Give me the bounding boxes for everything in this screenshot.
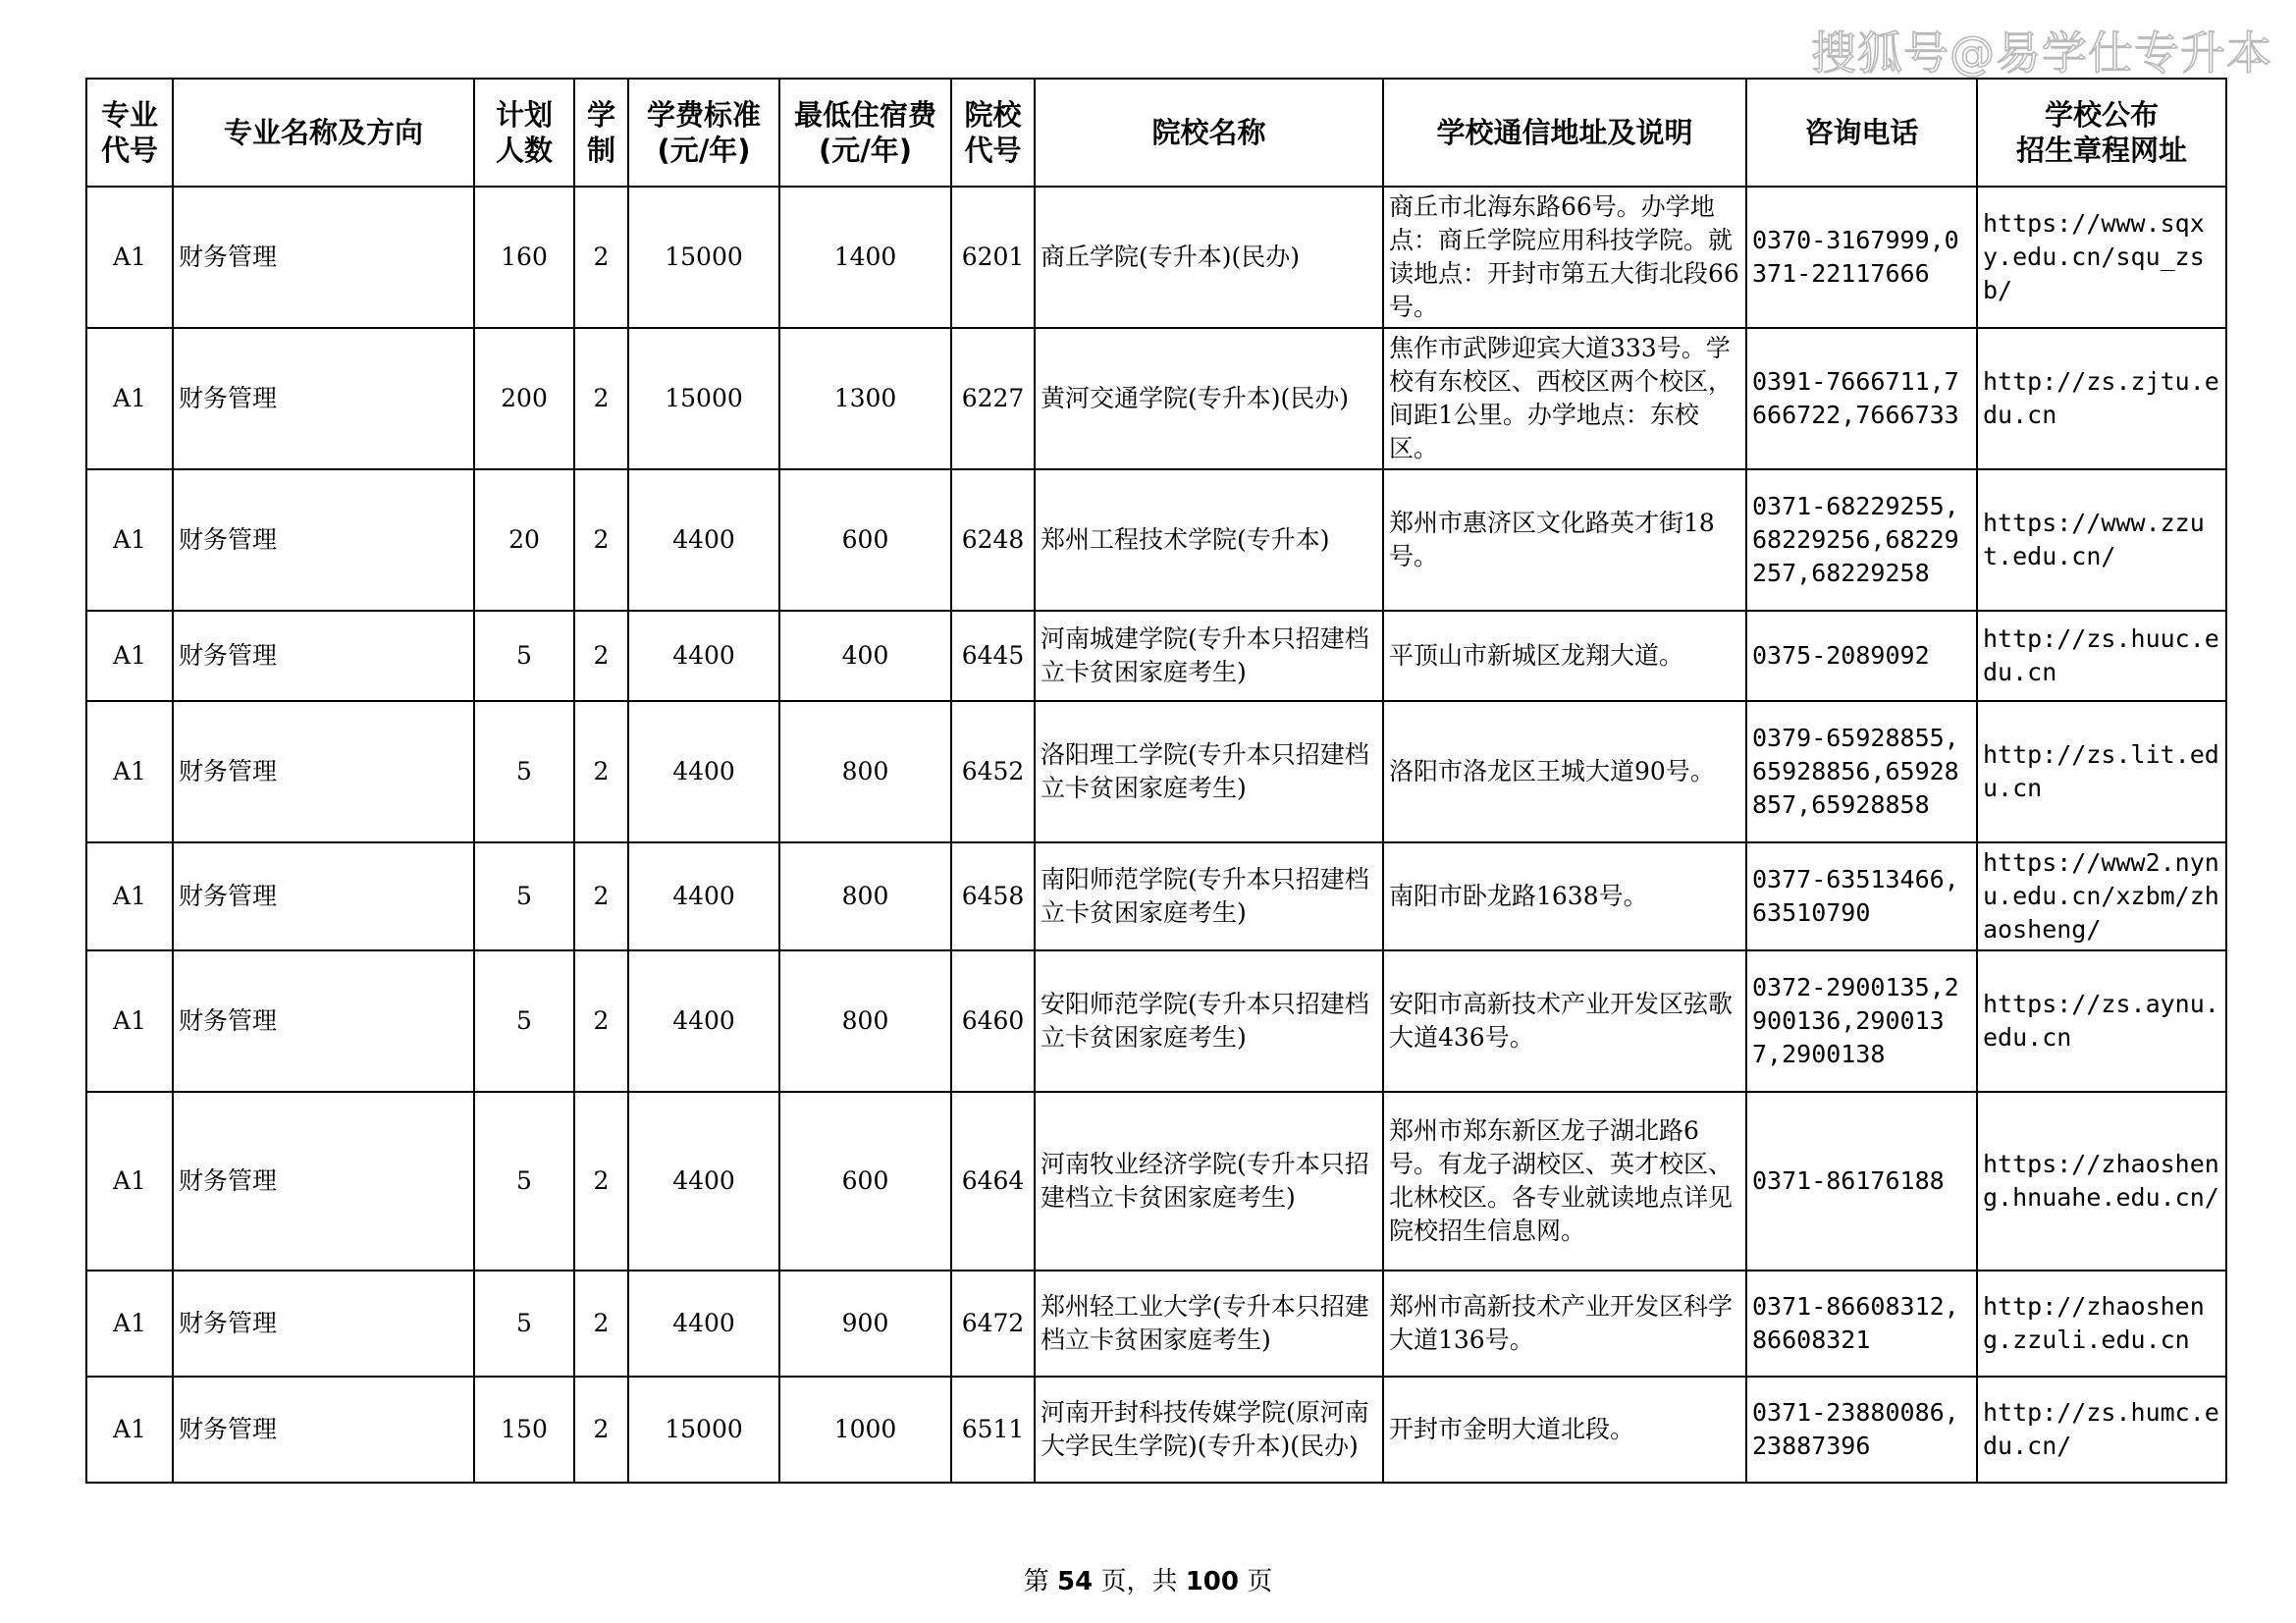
header-phone: [1746, 79, 1977, 187]
cell-plan-count: 150: [474, 1377, 574, 1483]
cell-years: 2: [574, 701, 628, 842]
header-address: [1383, 79, 1746, 187]
cell-lodging-fee: 600: [779, 469, 951, 611]
cell-phone: 0370-3167999,0371-22117666: [1746, 187, 1977, 328]
cell-lodging-fee: 800: [779, 842, 951, 950]
cell-school-name: 洛阳理工学院(专升本只招建档立卡贫困家庭考生): [1035, 701, 1383, 842]
cell-major-name: 财务管理: [173, 1271, 474, 1377]
cell-school-name: 郑州工程技术学院(专升本): [1035, 469, 1383, 611]
cell-tuition: 15000: [628, 1377, 779, 1483]
header-text: 学校通信地址及说明: [1436, 116, 1693, 149]
cell-plan-count: 5: [474, 1271, 574, 1377]
cell-school-code: 6460: [951, 950, 1035, 1092]
cell-tuition: 4400: [628, 1092, 779, 1271]
cell-address: 焦作市武陟迎宾大道333号。学校有东校区、西校区两个校区，间距1公里。办学地点：东校区。: [1383, 328, 1746, 469]
header-text: 最低住宿费: [793, 98, 936, 132]
cell-major-code: A1: [86, 1092, 173, 1271]
cell-school-code: 6472: [951, 1271, 1035, 1377]
header-text: 招生章程网址: [2015, 134, 2187, 167]
cell-address: 平顶山市新城区龙翔大道。: [1383, 611, 1746, 701]
cell-major-name: 财务管理: [173, 701, 474, 842]
cell-charter-url: https://zs.aynu.edu.cn: [1977, 950, 2226, 1092]
cell-tuition: 4400: [628, 701, 779, 842]
header-text: 计划: [495, 98, 553, 132]
total-page-count: 100: [1185, 1567, 1239, 1596]
cell-school-name: 郑州轻工业大学(专升本只招建档立卡贫困家庭考生): [1035, 1271, 1383, 1377]
cell-address: 商丘市北海东路66号。办学地点：商丘学院应用科技学院。就读地点：开封市第五大街北段66号。: [1383, 187, 1746, 328]
cell-phone: 0377-63513466,63510790: [1746, 842, 1977, 950]
cell-lodging-fee: 600: [779, 1092, 951, 1271]
cell-charter-url: http://zs.lit.edu.cn: [1977, 701, 2226, 842]
cell-address: 郑州市高新技术产业开发区科学大道136号。: [1383, 1271, 1746, 1377]
cell-lodging-fee: 1400: [779, 187, 951, 328]
header-text: 院校名称: [1151, 116, 1266, 149]
cell-phone: 0372-2900135,2900136,2900137,2900138: [1746, 950, 1977, 1092]
cell-major-name: 财务管理: [173, 187, 474, 328]
cell-major-code: A1: [86, 469, 173, 611]
cell-tuition: 4400: [628, 469, 779, 611]
cell-school-code: 6227: [951, 328, 1035, 469]
cell-lodging-fee: 1300: [779, 328, 951, 469]
footer-middle: 页，共: [1100, 1567, 1178, 1596]
cell-major-code: A1: [86, 187, 173, 328]
cell-phone: 0391-7666711,7666722,7666733: [1746, 328, 1977, 469]
cell-address: 洛阳市洛龙区王城大道90号。: [1383, 701, 1746, 842]
table-row: [86, 187, 2226, 328]
cell-school-name: 河南城建学院(专升本只招建档立卡贫困家庭考生): [1035, 611, 1383, 701]
header-text: 代号: [964, 134, 1022, 167]
cell-major-name: 财务管理: [173, 1092, 474, 1271]
header-plan-count: [474, 79, 574, 187]
cell-tuition: 4400: [628, 1271, 779, 1377]
cell-school-code: 6201: [951, 187, 1035, 328]
sohu-watermark: 搜狐号@易学仕专升本: [1811, 27, 2272, 80]
cell-charter-url: http://zs.humc.edu.cn/: [1977, 1377, 2226, 1483]
header-major-code: [86, 79, 173, 187]
cell-phone: 0375-2089092: [1746, 611, 1977, 701]
cell-school-code: 6445: [951, 611, 1035, 701]
cell-plan-count: 5: [474, 950, 574, 1092]
cell-school-name: 黄河交通学院(专升本)(民办): [1035, 328, 1383, 469]
cell-school-name: 河南牧业经济学院(专升本只招建档立卡贫困家庭考生): [1035, 1092, 1383, 1271]
table-row: [86, 611, 2226, 701]
cell-charter-url: http://zs.zjtu.edu.cn: [1977, 328, 2226, 469]
cell-major-code: A1: [86, 1377, 173, 1483]
cell-plan-count: 160: [474, 187, 574, 328]
cell-major-code: A1: [86, 1271, 173, 1377]
cell-phone: 0371-68229255,68229256,68229257,68229258: [1746, 469, 1977, 611]
cell-plan-count: 200: [474, 328, 574, 469]
cell-major-name: 财务管理: [173, 328, 474, 469]
header-years: [574, 79, 628, 187]
cell-major-name: 财务管理: [173, 1377, 474, 1483]
header-text: 咨询电话: [1804, 116, 1919, 149]
cell-major-code: A1: [86, 950, 173, 1092]
cell-major-code: A1: [86, 611, 173, 701]
cell-phone: 0371-23880086,23887396: [1746, 1377, 1977, 1483]
cell-major-code: A1: [86, 842, 173, 950]
cell-plan-count: 5: [474, 701, 574, 842]
cell-school-code: 6458: [951, 842, 1035, 950]
header-text: 学校公布: [2044, 98, 2159, 132]
table-row: [86, 842, 2226, 950]
cell-years: 2: [574, 187, 628, 328]
cell-address: 安阳市高新技术产业开发区弦歌大道436号。: [1383, 950, 1746, 1092]
header-text: (元/年): [818, 134, 913, 167]
cell-school-code: 6464: [951, 1092, 1035, 1271]
cell-years: 2: [574, 950, 628, 1092]
cell-lodging-fee: 1000: [779, 1377, 951, 1483]
cell-address: 南阳市卧龙路1638号。: [1383, 842, 1746, 950]
cell-major-name: 财务管理: [173, 469, 474, 611]
cell-plan-count: 20: [474, 469, 574, 611]
header-text: 学费标准: [646, 98, 761, 132]
cell-plan-count: 5: [474, 1092, 574, 1271]
table-row: [86, 950, 2226, 1092]
table-row: [86, 1092, 2226, 1271]
cell-charter-url: https://www.zzut.edu.cn/: [1977, 469, 2226, 611]
cell-school-name: 南阳师范学院(专升本只招建档立卡贫困家庭考生): [1035, 842, 1383, 950]
cell-charter-url: http://zs.huuc.edu.cn: [1977, 611, 2226, 701]
cell-school-code: 6511: [951, 1377, 1035, 1483]
cell-phone: 0371-86608312,86608321: [1746, 1271, 1977, 1377]
header-text: (元/年): [657, 134, 751, 167]
cell-school-code: 6248: [951, 469, 1035, 611]
table-row: [86, 1271, 2226, 1377]
cell-major-name: 财务管理: [173, 842, 474, 950]
header-text: 专业: [100, 98, 158, 132]
header-lodging-fee: [779, 79, 951, 187]
cell-years: 2: [574, 611, 628, 701]
cell-phone: 0371-86176188: [1746, 1092, 1977, 1271]
cell-years: 2: [574, 842, 628, 950]
cell-major-name: 财务管理: [173, 950, 474, 1092]
cell-address: 郑州市郑东新区龙子湖北路6号。有龙子湖校区、英才校区、北林校区。各专业就读地点详见院校招生信息网。: [1383, 1092, 1746, 1271]
cell-years: 2: [574, 469, 628, 611]
cell-phone: 0379-65928855,65928856,65928857,65928858: [1746, 701, 1977, 842]
cell-years: 2: [574, 1271, 628, 1377]
cell-lodging-fee: 400: [779, 611, 951, 701]
header-text: 学: [586, 98, 615, 132]
cell-tuition: 4400: [628, 611, 779, 701]
cell-major-name: 财务管理: [173, 611, 474, 701]
table-row: [86, 469, 2226, 611]
cell-lodging-fee: 900: [779, 1271, 951, 1377]
footer-prefix: 第: [1023, 1567, 1049, 1596]
cell-address: 郑州市惠济区文化路英才街18号。: [1383, 469, 1746, 611]
header-charter-url: [1977, 79, 2226, 187]
cell-school-name: 商丘学院(专升本)(民办): [1035, 187, 1383, 328]
table-body: [86, 187, 2226, 1483]
cell-school-name: 河南开封科技传媒学院(原河南大学民生学院)(专升本)(民办): [1035, 1377, 1383, 1483]
header-text: 人数: [495, 134, 553, 167]
cell-major-code: A1: [86, 701, 173, 842]
cell-lodging-fee: 800: [779, 950, 951, 1092]
admissions-table: [85, 78, 2227, 1484]
cell-years: 2: [574, 328, 628, 469]
cell-tuition: 4400: [628, 950, 779, 1092]
table-row: [86, 701, 2226, 842]
cell-address: 开封市金明大道北段。: [1383, 1377, 1746, 1483]
cell-years: 2: [574, 1377, 628, 1483]
header-text: 专业名称及方向: [223, 116, 423, 149]
cell-charter-url: http://zhaosheng.zzuli.edu.cn: [1977, 1271, 2226, 1377]
cell-tuition: 15000: [628, 187, 779, 328]
cell-charter-url: https://zhaosheng.hnuahe.edu.cn/: [1977, 1092, 2226, 1271]
cell-tuition: 4400: [628, 842, 779, 950]
cell-lodging-fee: 800: [779, 701, 951, 842]
cell-major-code: A1: [86, 328, 173, 469]
cell-charter-url: https://www.sqxy.edu.cn/squ_zsb/: [1977, 187, 2226, 328]
cell-years: 2: [574, 1092, 628, 1271]
footer-suffix: 页: [1247, 1567, 1273, 1596]
current-page-number: 54: [1056, 1567, 1094, 1596]
table-row: [86, 328, 2226, 469]
header-text: 院校: [964, 98, 1022, 132]
page-footer: [0, 1561, 2296, 1597]
header-row: [86, 79, 2226, 187]
cell-charter-url: https://www2.nynu.edu.cn/xzbm/zhaosheng/: [1977, 842, 2226, 950]
cell-plan-count: 5: [474, 611, 574, 701]
cell-school-code: 6452: [951, 701, 1035, 842]
header-major-name: [173, 79, 474, 187]
cell-tuition: 15000: [628, 328, 779, 469]
header-tuition: [628, 79, 779, 187]
table-row: [86, 1377, 2226, 1483]
header-text: 制: [586, 134, 615, 167]
header-school-name: [1035, 79, 1383, 187]
header-school-code: [951, 79, 1035, 187]
header-text: 代号: [100, 134, 158, 167]
cell-school-name: 安阳师范学院(专升本只招建档立卡贫困家庭考生): [1035, 950, 1383, 1092]
cell-plan-count: 5: [474, 842, 574, 950]
